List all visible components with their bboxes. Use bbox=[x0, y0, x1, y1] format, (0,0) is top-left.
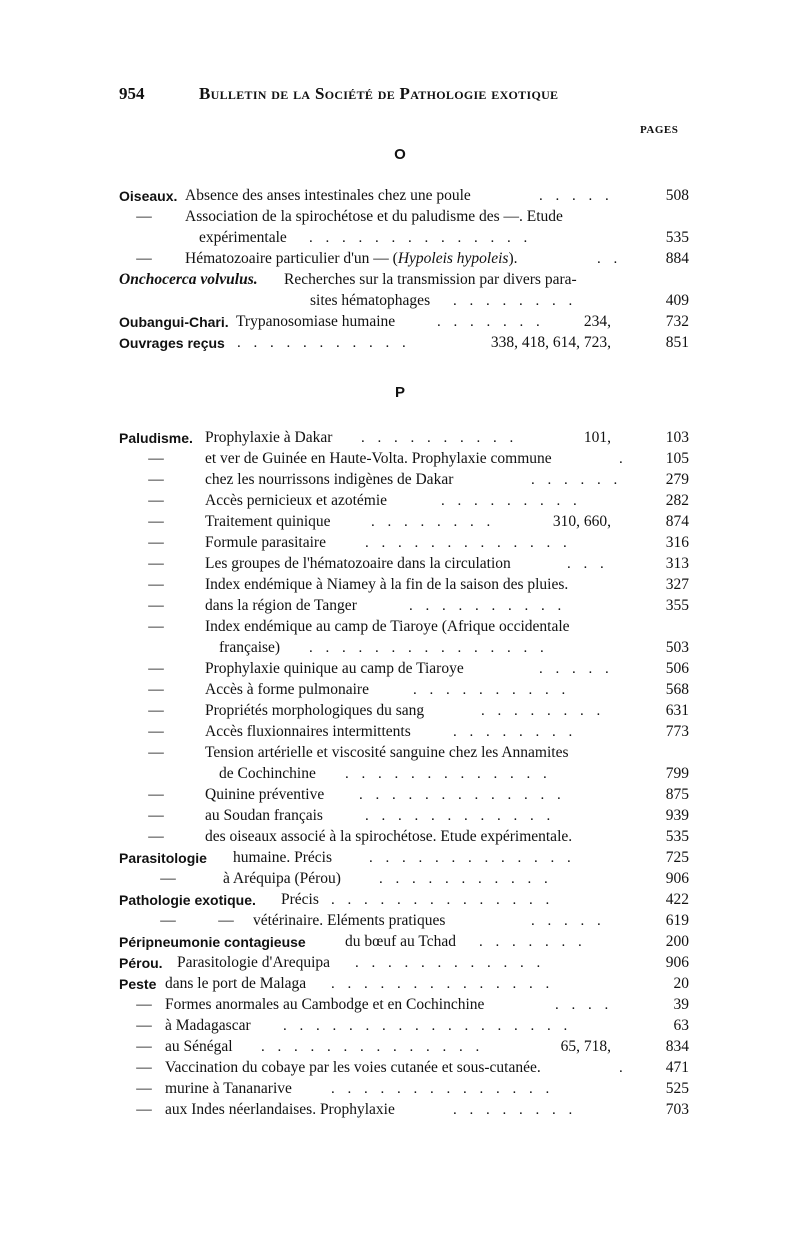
entry-text: dans la région de Tanger bbox=[205, 597, 357, 614]
entry-text: à Aréquipa (Pérou) bbox=[223, 870, 341, 887]
page-ref: 875 bbox=[665, 786, 689, 803]
leader-dots: . . . . . . . . . . . . . bbox=[365, 535, 572, 551]
page-ref: 39 bbox=[673, 996, 689, 1013]
section-letter-p: P bbox=[394, 384, 405, 401]
index-entry bbox=[119, 890, 689, 910]
leader-dots: . . . . . . . . . . . . . . bbox=[331, 1081, 554, 1097]
entry-text: Tension artérielle et viscosité sanguine chez les Annamites bbox=[205, 744, 569, 761]
index-entry: — — vétérinaire. Eléments pratiques . . . . . 619 bbox=[160, 912, 689, 929]
leader-dots: . . . . . . . . . . . . . . bbox=[331, 892, 554, 908]
entry-heading: Parasitologie bbox=[119, 850, 207, 866]
journal-title: Bulletin de la Société de Pathologie exotique bbox=[199, 84, 559, 103]
page-ref: 535 bbox=[665, 828, 689, 845]
index-entry bbox=[119, 291, 689, 311]
leader-dots: . . . . . . . . bbox=[453, 724, 577, 740]
index-entry: — au Sénégal . . . . . . . . . . . . . . 65, 718, 834 bbox=[136, 1038, 689, 1055]
index-entry: — Accès fluxionnaires intermittents . . . . . . . . 773 bbox=[148, 723, 689, 740]
index-entry: — Prophylaxie quinique au camp de Tiaroye . . . . . 506 bbox=[148, 660, 689, 677]
entry-text: et ver de Guinée en Haute-Volta. Prophylaxie commune bbox=[205, 450, 552, 467]
entry-text: Formule parasitaire bbox=[205, 534, 326, 551]
leader-dots: . . . . . . . . . . . . . . bbox=[331, 976, 554, 992]
index-entry: — aux Indes néerlandaises. Prophylaxie . . . . . . . . 703 bbox=[136, 1101, 689, 1118]
entry-heading: Pathologie exotique. bbox=[119, 892, 256, 908]
page-ref: 279 bbox=[665, 471, 689, 488]
pages-column-label: PAGES bbox=[640, 124, 679, 136]
entry-text: Prophylaxie quinique au camp de Tiaroye bbox=[205, 660, 464, 677]
page-ref: 732 bbox=[665, 313, 689, 330]
page-ref: 834 bbox=[665, 1038, 689, 1055]
entry-text: expérimentale bbox=[199, 229, 287, 246]
leader-dots: . . . . . . . . . bbox=[441, 493, 582, 509]
entry-text: Accès fluxionnaires intermittents bbox=[205, 723, 411, 740]
leader-dots: . . . . . . . bbox=[437, 314, 545, 330]
entry-text: Les groupes de l'hématozoaire dans la circulation bbox=[205, 555, 511, 572]
page-ref: 703 bbox=[665, 1101, 689, 1118]
leader-dots: . . . . . . . . . . . . . bbox=[359, 787, 566, 803]
index-entry bbox=[119, 848, 689, 868]
entry-heading: Onchocerca volvulus. bbox=[119, 271, 258, 288]
leader-dots: . . . . . . . bbox=[479, 934, 587, 950]
entry-heading: Ouvrages reçus bbox=[119, 335, 225, 351]
page-ref: 939 bbox=[665, 807, 689, 824]
leader-dots: . . . . . . . . . . . . . . bbox=[261, 1039, 484, 1055]
index-entry bbox=[119, 333, 689, 353]
page-ref: 313 bbox=[665, 555, 689, 572]
leader-dots: . . . . . . . . . . . . . . . . . . bbox=[283, 1018, 572, 1034]
page-number: 954 bbox=[119, 84, 145, 103]
index-entry: — Accès à forme pulmonaire . . . . . . . . . . 568 bbox=[148, 681, 689, 698]
index-entry: — Formes anormales au Cambodge et en Cochinchine . . . . 39 bbox=[136, 996, 689, 1013]
index-entry bbox=[119, 764, 689, 784]
entry-text: Précis bbox=[281, 891, 319, 908]
index-entry bbox=[119, 228, 689, 248]
section-letter-o: O bbox=[394, 146, 406, 163]
page-ref: 316 bbox=[665, 534, 689, 551]
leader-dots: . bbox=[619, 1060, 628, 1076]
page-ref: 619 bbox=[665, 912, 689, 929]
leader-dots: . . . . . . . . bbox=[453, 1102, 577, 1118]
running-header bbox=[119, 84, 679, 108]
leader-dots: . . . . . . . . . . . . bbox=[355, 955, 545, 971]
index-entry: — Index endémique à Niamey à la fin de la saison des pluies. 327 bbox=[148, 576, 689, 593]
leader-dots: . . . . . bbox=[539, 661, 614, 677]
entry-heading: Paludisme. bbox=[119, 430, 193, 446]
page-ref: 851 bbox=[665, 334, 689, 351]
entry-text: vétérinaire. Eléments pratiques bbox=[253, 912, 446, 929]
index-entry: — Traitement quinique . . . . . . . . 310, 660, 874 bbox=[148, 513, 689, 530]
entry-text: Trypanosomiase humaine bbox=[236, 313, 396, 330]
leader-dots: . . . . . bbox=[539, 188, 614, 204]
index-entry: — Accès pernicieux et azotémie . . . . . . . . . 282 bbox=[148, 492, 689, 509]
leader-dots: . . . . . . . . . . . bbox=[237, 335, 411, 351]
entry-heading: Oiseaux. bbox=[119, 188, 178, 204]
entry-text: au Soudan français bbox=[205, 807, 323, 824]
extra-page-refs: 310, 660, bbox=[552, 513, 611, 530]
index-entry: — Association de la spirochétose et du paludisme des —. Etude bbox=[136, 208, 563, 225]
index-entry: — des oiseaux associé à la spirochétose. Etude expérimentale. 535 bbox=[148, 828, 689, 845]
page-ref: 874 bbox=[665, 513, 689, 530]
entry-text: de Cochinchine bbox=[219, 765, 316, 782]
entry-text: Prophylaxie à Dakar bbox=[205, 429, 333, 446]
index-entry bbox=[119, 932, 689, 952]
leader-dots: . . . . . . . . . . . . . . . bbox=[309, 640, 549, 656]
page-ref: 355 bbox=[665, 597, 689, 614]
index-entry: — Les groupes de l'hématozoaire dans la circulation . . . 313 bbox=[148, 555, 689, 572]
entry-text: Association de la spirochétose et du paludisme des —. Etude bbox=[185, 208, 563, 225]
entry-text: humaine. Précis bbox=[233, 849, 333, 866]
index-entry: — Index endémique au camp de Tiaroye (Afrique occidentale bbox=[148, 618, 570, 635]
entry-text: chez les nourrissons indigènes de Dakar bbox=[205, 471, 454, 488]
index-entry bbox=[119, 428, 689, 448]
index-entry bbox=[119, 270, 689, 290]
page-ref: 327 bbox=[665, 576, 689, 593]
leader-dots: . . . . . . bbox=[531, 472, 622, 488]
leader-dots: . . . . . . . . . . . . . . bbox=[309, 230, 532, 246]
index-entry: — murine à Tananarive . . . . . . . . . . . . . . 525 bbox=[136, 1080, 689, 1097]
entry-text: des oiseaux associé à la spirochétose. Etude expérimentale. bbox=[205, 828, 573, 845]
leader-dots: . . . . . . . . bbox=[371, 514, 495, 530]
page-ref: 535 bbox=[665, 229, 689, 246]
page-ref: 631 bbox=[665, 702, 689, 719]
leader-dots: . . . bbox=[567, 556, 609, 572]
page-ref: 906 bbox=[665, 954, 689, 971]
index-entry: — à Madagascar . . . . . . . . . . . . . . . . . . 63 bbox=[136, 1017, 689, 1034]
entry-text: sites hématophages bbox=[310, 292, 431, 309]
leader-dots: . bbox=[619, 451, 628, 467]
page-ref: 282 bbox=[665, 492, 689, 509]
entry-text: Parasitologie d'Arequipa bbox=[177, 954, 331, 971]
page-ref: 725 bbox=[665, 849, 689, 866]
entry-text: du bœuf au Tchad bbox=[345, 933, 456, 950]
page-ref: 568 bbox=[665, 681, 689, 698]
index-entry: — Hématozoaire particulier d'un — (Hypoleis hypoleis). . . 884 bbox=[136, 250, 689, 267]
page-ref: 20 bbox=[673, 975, 689, 992]
leader-dots: . . . . . . . . . . bbox=[413, 682, 570, 698]
page-ref: 63 bbox=[673, 1017, 689, 1034]
extra-page-refs: 101, bbox=[583, 429, 611, 446]
entry-text: Index endémique au camp de Tiaroye (Afrique occidentale bbox=[205, 618, 570, 635]
leader-dots: . . . . . . . . . . . bbox=[379, 871, 553, 887]
leader-dots: . . . . . . . . . . . . . bbox=[369, 850, 576, 866]
index-entry: — Tension artérielle et viscosité sanguine chez les Annamites bbox=[148, 744, 569, 761]
entry-heading: Pérou. bbox=[119, 955, 163, 971]
entry-text: murine à Tananarive bbox=[165, 1080, 292, 1097]
index-entry: — Propriétés morphologiques du sang . . . . . . . . 631 bbox=[148, 702, 689, 719]
entry-text: Formes anormales au Cambodge et en Cochinchine bbox=[165, 996, 485, 1013]
entry-text: Recherches sur la transmission par divers para- bbox=[284, 271, 577, 288]
page-ref: 508 bbox=[665, 187, 689, 204]
index-entry bbox=[119, 312, 689, 332]
entry-text: à Madagascar bbox=[165, 1017, 251, 1034]
entry-heading: Peste bbox=[119, 976, 157, 992]
page-ref: 471 bbox=[665, 1059, 689, 1076]
entry-text: Traitement quinique bbox=[205, 513, 331, 530]
entry-text: Vaccination du cobaye par les voies cutanée et sous-cutanée. bbox=[165, 1059, 541, 1076]
page-ref: 773 bbox=[665, 723, 689, 740]
index-entry: — Formule parasitaire . . . . . . . . . . . . . 316 bbox=[148, 534, 689, 551]
page-ref: 422 bbox=[665, 891, 689, 908]
entry-text: Accès pernicieux et azotémie bbox=[205, 492, 388, 509]
leader-dots: . . . . . . . . . . bbox=[361, 430, 518, 446]
extra-page-refs: 234, bbox=[583, 313, 611, 330]
entry-text: aux Indes néerlandaises. Prophylaxie bbox=[165, 1101, 395, 1118]
entry-heading: Oubangui-Chari. bbox=[119, 314, 229, 330]
entry-text: française) bbox=[219, 639, 281, 656]
index-entry: — chez les nourrissons indigènes de Dakar . . . . . . 279 bbox=[148, 471, 689, 488]
index-entry: — Quinine préventive . . . . . . . . . . . . . 875 bbox=[148, 786, 689, 803]
entry-heading: Péripneumonie contagieuse bbox=[119, 934, 306, 950]
entry-text: dans le port de Malaga bbox=[165, 975, 307, 992]
index-entry: — à Aréquipa (Pérou) . . . . . . . . . . . 906 bbox=[160, 870, 689, 887]
leader-dots: . . . . . . . . bbox=[481, 703, 605, 719]
index-entry bbox=[119, 638, 689, 658]
leader-dots: . . bbox=[597, 251, 622, 267]
index-entry bbox=[119, 953, 689, 973]
index-entry: — Vaccination du cobaye par les voies cutanée et sous-cutanée. . 471 bbox=[136, 1059, 689, 1076]
index-entry bbox=[119, 186, 689, 206]
page-ref: 409 bbox=[665, 292, 689, 309]
entry-text: Index endémique à Niamey à la fin de la saison des pluies. bbox=[205, 576, 569, 593]
leader-dots: . . . . . . . . . . . . bbox=[365, 808, 555, 824]
leader-dots: . . . . . . . . bbox=[453, 293, 577, 309]
entry-text: Hématozoaire particulier d'un — (Hypoleis hypoleis). bbox=[185, 250, 518, 267]
index-entry bbox=[119, 974, 689, 994]
extra-page-refs: 338, 418, 614, 723, bbox=[490, 334, 611, 351]
entry-text: Absence des anses intestinales chez une poule bbox=[185, 187, 471, 204]
entry-text: au Sénégal bbox=[165, 1038, 233, 1055]
leader-dots: . . . . . . . . . . bbox=[409, 598, 566, 614]
leader-dots: . . . . . bbox=[531, 913, 606, 929]
page-ref: 525 bbox=[665, 1080, 689, 1097]
page-ref: 884 bbox=[665, 250, 689, 267]
page-ref: 506 bbox=[665, 660, 689, 677]
page-ref: 503 bbox=[665, 639, 689, 656]
page-ref: 200 bbox=[665, 933, 689, 950]
index-entry: — dans la région de Tanger . . . . . . . . . . 355 bbox=[148, 597, 689, 614]
index-entry: — au Soudan français . . . . . . . . . . . . 939 bbox=[148, 807, 689, 824]
page-ref: 103 bbox=[665, 429, 689, 446]
entry-text: Accès à forme pulmonaire bbox=[205, 681, 369, 698]
page-ref: 799 bbox=[665, 765, 689, 782]
leader-dots: . . . . bbox=[555, 997, 613, 1013]
entry-text: Propriétés morphologiques du sang bbox=[205, 702, 425, 719]
index-entry: — et ver de Guinée en Haute-Volta. Prophylaxie commune . 105 bbox=[148, 450, 689, 467]
entry-text: Quinine préventive bbox=[205, 786, 325, 803]
page-ref: 105 bbox=[665, 450, 689, 467]
extra-page-refs: 65, 718, bbox=[560, 1038, 611, 1055]
leader-dots: . . . . . . . . . . . . . bbox=[345, 766, 552, 782]
page-ref: 906 bbox=[665, 870, 689, 887]
